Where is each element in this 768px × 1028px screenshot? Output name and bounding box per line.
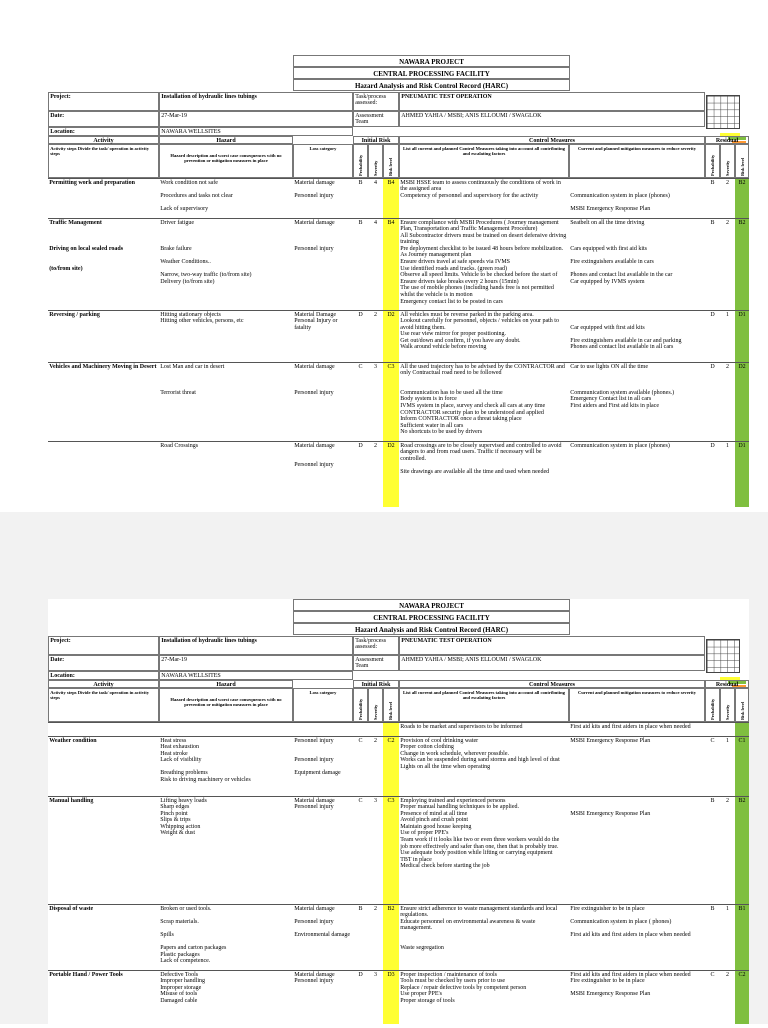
- residual-probability-cell: B: [710, 179, 715, 186]
- severity-cell: 3: [374, 797, 377, 804]
- facility-title: CENTRAL PROCESSING FACILITY: [293, 611, 570, 623]
- residual-severity-cell: 2: [726, 971, 729, 978]
- severity-cell: 2: [374, 311, 377, 318]
- activity-cell: Reversing / parking: [49, 311, 100, 318]
- severity-cell: 4: [374, 219, 377, 226]
- activity-cell: Vehicles and Machinery Moving in Desert: [49, 363, 157, 370]
- mitigation-cell: Fire extinguisher to be in place Communication system in place ( phones) First aid kits and first aiders in place when needed: [570, 905, 691, 938]
- residual-severity-cell: 2: [726, 797, 729, 804]
- hazard-cell: [159, 723, 293, 736]
- loss-category-cell: Material damage Personnel injury: [294, 971, 335, 985]
- initial-risk-header: Initial Risk: [353, 680, 399, 688]
- task-label: Task/process assessed:: [353, 92, 399, 111]
- residual-probability-cell: [705, 723, 720, 736]
- task-label: Task/process assessed:: [353, 636, 399, 655]
- loss-category-cell: Material damage Personnel injury: [294, 179, 335, 199]
- residual-probability-cell: D: [710, 311, 715, 318]
- date-value: 27-Mar-19: [159, 111, 353, 127]
- control-measures-cell: All the used trajectory has to be advised by the CONTRACTOR and only Contractual road need to be followed Communication has to be used all the time Body system is in force IVMS system in place, survey and check all cars at any time CONTRACTOR security plan to be understood and applied Inform CONTRACTOR once a threat taking place Sufficient water in all cars No shortcuts to be used by drivers: [400, 363, 565, 436]
- residual-risk-level-cell: B2: [738, 179, 746, 186]
- residual-severity-cell: 1: [726, 737, 729, 744]
- residual-risk-level-cell: D2: [738, 363, 746, 370]
- control-measures-cell: Roads to be market and supervisors to be informed: [400, 723, 523, 730]
- initial-risk-header: Initial Risk: [353, 136, 399, 144]
- activity-cell: Permitting work and preparation: [49, 179, 135, 186]
- residual-probability-cell: B: [710, 905, 715, 912]
- location-value: NAWARA WELLSITES: [159, 127, 353, 136]
- hazard-cell: Lost Man and car in desert Terrorist threat: [160, 363, 225, 396]
- team-value: AHMED YAHIA / MSBI; ANIS ELLOUMI / SWAGLOK: [399, 655, 705, 671]
- severity-cell: 2: [374, 905, 377, 912]
- loss-category-cell: Material Damage Personal Injury or fatality: [294, 311, 338, 331]
- residual-probability-cell: D: [710, 363, 715, 370]
- team-label: Assessment Team: [353, 111, 399, 127]
- risk-level-cell: B4: [387, 219, 395, 226]
- mitigation-cell: First aid kits and first aiders in place when needed: [570, 723, 691, 730]
- probability-cell: D: [358, 442, 363, 449]
- activity-cell: [48, 723, 159, 736]
- residual-risk-level-cell: B1: [738, 905, 746, 912]
- date-value: 27-Mar-19: [159, 655, 353, 671]
- mitigation-cell: MSBI Emergency Response Plan: [570, 810, 651, 817]
- activity-header: Activity: [48, 136, 159, 144]
- severity-cell: 4: [374, 179, 377, 186]
- loss-category-header: Loss category: [293, 688, 353, 722]
- control-measures-cell: Provision of cool drinking water Proper cotton clothing Change in work schedule, wherever possible. Works can be suspended during sand storms and high level of dust Lights on all the time when operating: [400, 737, 560, 770]
- activity-cell: Weather condition: [49, 737, 97, 744]
- control-desc-header: List all current and planned Control Measures taking into account all contributing and escalating factors: [399, 144, 569, 178]
- mitigation-cell: Car to use lights ON all the time Communication system available (phones.) Emergency Contact list in all cars First aiders and First aid kits in place: [570, 363, 675, 410]
- risk-level-cell: D2: [387, 442, 395, 449]
- harc-sheet-1: [48, 55, 749, 507]
- risk-level-cell: C2: [387, 737, 395, 744]
- record-title: Hazard Analysis and Risk Control Record (HARC): [293, 623, 570, 635]
- probability-cell: [353, 723, 368, 736]
- residual-risk-level-cell: B2: [738, 797, 746, 804]
- hazard-desc-header: Hazard description and worst case consequences with no prevention or mitigation measures in place: [159, 688, 293, 722]
- mitigation-cell: Communication system in place (phones) MSBI Emergency Response Plan: [570, 192, 670, 212]
- mitigation-cell: Communication system in place (phones): [570, 442, 670, 449]
- harc-sheet-2: [48, 599, 749, 1024]
- risk-level-cell: B4: [387, 179, 395, 186]
- residual-severity-cell: [720, 723, 735, 736]
- hazard-cell: Defective Tools Improper handling Improper storage Misuse of tools Damaged cable: [160, 971, 206, 1004]
- residual-risk-level-cell: [735, 723, 749, 736]
- date-label: Date:: [48, 111, 159, 127]
- residual-header: Residual: [705, 680, 749, 688]
- loss-category-cell: Material damage Personnel injury: [294, 442, 335, 469]
- hazard-cell: Lifting heavy loads Sharp edges Pinch point Slips & trips Whipping action Weight & dust: [160, 797, 207, 837]
- risk-level-header: Risk level: [383, 688, 399, 722]
- activity-cell: Disposal of waste: [49, 905, 94, 912]
- loss-category-cell: Material damage Personnel injury Environmental damage: [294, 905, 351, 938]
- residual-risk-level-cell: D1: [738, 442, 746, 449]
- team-value: AHMED YAHIA / MSBI; ANIS ELLOUMI / SWAGLOK: [399, 111, 705, 127]
- control-measures-cell: Ensure strict adherence to waste management standards and local regulations. Educate personnel on environmental awareness & waste management. Waste segregation: [400, 905, 558, 952]
- risk-level-cell: C3: [387, 797, 395, 804]
- activity-cell: Traffic Management Driving on local sealed roads (to/from site): [49, 219, 124, 272]
- loss-category-cell: Material damage Personnel injury: [294, 797, 335, 811]
- residual-severity-cell: 2: [726, 219, 729, 226]
- hazard-cell: Hitting stationary objects Hitting other vehicles, persons, etc: [160, 311, 244, 325]
- control-measures-cell: Road crossings are to be closely supervised and controlled to avoid dangers to and from road users. Traffic if necessary will be controlled. Site drawings are available all the time and used when needed: [400, 442, 562, 475]
- residual-risk-level-cell: B2: [738, 219, 746, 226]
- probability-cell: C: [358, 737, 363, 744]
- loss-category-cell: Material damage Personnel injury: [294, 363, 335, 396]
- location-label: Location:: [48, 127, 159, 136]
- mitigation-cell: MSBI Emergency Response Plan: [570, 737, 651, 744]
- residual-risk-level-cell: C1: [738, 737, 746, 744]
- risk-level-cell: C3: [387, 363, 395, 370]
- residual-severity-header: Severity: [720, 688, 735, 722]
- risk-level-header: Risk level: [383, 144, 399, 178]
- residual-severity-cell: 1: [726, 442, 729, 449]
- mitigation-desc-header: Current and planned mitigation measures to reduce severity: [569, 144, 705, 178]
- residual-severity-cell: 2: [726, 179, 729, 186]
- activity-cell: Manual handling: [49, 797, 94, 804]
- hazard-cell: Driver fatigue Brake failure Weather Conditions.. Narrow, two-way traffic (to/from site) Delivery (to/from site): [160, 219, 252, 285]
- date-label: Date:: [48, 655, 159, 671]
- control-measures-cell: Ensure compliance with MSBI Procedures ( Journey management Plan, Transportation and Traffic Management Procedure) All Subcontractor drivers must be trained on desert defensive driving training Pre deployment checklist to be issued 48 hours before mobilization. As Journey management plan Ensure drivers travel at safe speeds via IVMS Use identified roads and tracks. (green road) Observe all speed limits. Vehicle to be checked before the start of Ensure drivers take breaks every 2 hours (15min) The use of mobile phones (including hands free is not permitted whilst the vehicle is in motion Emergency contact list to be posted in cars: [400, 219, 567, 305]
- task-value: PNEUMATIC TEST OPERATION: [399, 92, 705, 111]
- hazard-cell: Heat stress Heat exhaustion Heat stroke Lack of visibility Breathing problems Risk to driving machinery or vehicles: [160, 737, 251, 784]
- probability-cell: D: [358, 311, 363, 318]
- probability-cell: C: [358, 797, 363, 804]
- residual-probability-cell: D: [710, 442, 715, 449]
- task-value: PNEUMATIC TEST OPERATION: [399, 636, 705, 655]
- residual-probability-cell: C: [710, 737, 715, 744]
- residual-probability-header: Probability: [705, 688, 720, 722]
- residual-severity-cell: 1: [726, 905, 729, 912]
- project-value: Installation of hydraulic lines tubings: [159, 636, 353, 655]
- residual-risk-level-cell: C2: [738, 971, 746, 978]
- project-title: NAWARA PROJECT: [293, 55, 570, 67]
- record-title: Hazard Analysis and Risk Control Record (HARC): [293, 79, 570, 91]
- residual-severity-header: Severity: [720, 144, 735, 178]
- severity-header: Severity: [368, 144, 383, 178]
- residual-severity-cell: 1: [726, 311, 729, 318]
- hazard-header: Hazard: [159, 136, 293, 144]
- residual-risk-level-cell: D1: [738, 311, 746, 318]
- control-measures-cell: Proper inspection / maintenance of tools Tools must be checked by users prior to use Replace / repair defective tools by competent person Use proper PPE's Proper storage of tools: [400, 971, 527, 1004]
- residual-probability-cell: C: [710, 971, 715, 978]
- risk-level-cell: D3: [387, 971, 395, 978]
- loss-category-cell: Personnel injury Personnel injury Equipment damage: [294, 737, 341, 777]
- mitigation-desc-header: Current and planned mitigation measures to reduce severity: [569, 688, 705, 722]
- severity-cell: 3: [374, 363, 377, 370]
- risk-level-cell: B2: [387, 905, 395, 912]
- control-measures-cell: MSBI HSSE team to assess continuously the conditions of work in the assigned area Competency of personnel and supervisory for the activity: [400, 179, 561, 199]
- probability-header: Probability: [353, 688, 368, 722]
- activity-cell: Portable Hand / Power Tools: [49, 971, 123, 978]
- location-label: Location:: [48, 671, 159, 680]
- hazard-cell: Broken or used tools. Scrap materials. Spills Papers and carton packages Plastic packages Lack of competence.: [160, 905, 227, 965]
- residual-risk-level-header: Risk level: [735, 688, 749, 722]
- risk-level-cell: D2: [387, 311, 395, 318]
- control-measures-header: Control Measures: [399, 136, 705, 144]
- document-page-1: [0, 0, 768, 512]
- activity-cell: [48, 442, 159, 481]
- control-measures-header: Control Measures: [399, 680, 705, 688]
- project-value: Installation of hydraulic lines tubings: [159, 92, 353, 111]
- activity-header: Activity: [48, 680, 159, 688]
- loss-category-header: Loss category: [293, 144, 353, 178]
- facility-title: CENTRAL PROCESSING FACILITY: [293, 67, 570, 79]
- residual-probability-cell: B: [710, 219, 715, 226]
- loss-category-cell: Material damage Personnel injury: [294, 219, 335, 252]
- probability-cell: B: [358, 179, 363, 186]
- residual-probability-cell: B: [710, 797, 715, 804]
- project-label: Project:: [48, 636, 159, 655]
- control-desc-header: List all current and planned Control Measures taking into account all contributing and escalating factors: [399, 688, 569, 722]
- severity-cell: [368, 723, 383, 736]
- activity-steps-header: Activity steps Divide the task/ operation in activity steps: [48, 144, 159, 178]
- severity-header: Severity: [368, 688, 383, 722]
- project-label: Project:: [48, 92, 159, 111]
- residual-risk-level-header: Risk level: [735, 144, 749, 178]
- mitigation-cell: First aid kits and first aiders in place when needed Fire extinguisher to be in place MSBI Emergency Response Plan: [570, 971, 691, 998]
- severity-cell: 2: [374, 442, 377, 449]
- hazard-cell: Road Crossings: [160, 442, 199, 449]
- location-value: NAWARA WELLSITES: [159, 671, 353, 680]
- severity-cell: 2: [374, 737, 377, 744]
- severity-cell: 3: [374, 971, 377, 978]
- control-measures-cell: Employing trained and experienced persons Proper manual handling techniques to be applied. Presence of mind at all time Avoid pinch and crush point Maintain good house keeping Use of proper PPE's Team work if it looks like two or even three workers would do the job more effectively and safer than one, then that is probably true. Use adequate body position while lifting or carrying equipment TBT in place Medical check before starting the job: [400, 797, 560, 870]
- activity-steps-header: Activity steps Divide the task/ operation in activity steps: [48, 688, 159, 722]
- loss-category-cell: [293, 723, 353, 736]
- mitigation-cell: Car equipped with first aid kits Fire extinguishers available in car and parking Phones and contact list available in all cars: [570, 324, 682, 351]
- probability-header: Probability: [353, 144, 368, 178]
- residual-severity-cell: 2: [726, 363, 729, 370]
- mitigation-cell: Seatbelt on all the time driving Cars equipped with first aid kits Fire extinguishers available in cars Phones and contact list available in the car Car equipped by IVMS system: [570, 219, 673, 285]
- team-label: Assessment Team: [353, 655, 399, 671]
- probability-cell: C: [358, 363, 363, 370]
- document-page-2: [0, 512, 768, 1024]
- control-measures-cell: All vehicles must be reverse parked in the parking area. Lookout carefully for personnel, objects / vehicles on your path to avoid hitting them. Use rear view mirror for proper positioning. Get out/down and confirm, if you have any doubt. Walk around vehicle before moving: [400, 311, 559, 351]
- hazard-desc-header: Hazard description and worst case consequences with no prevention or mitigation measures in place: [159, 144, 293, 178]
- probability-cell: B: [358, 219, 363, 226]
- hazard-header: Hazard: [159, 680, 293, 688]
- hazard-cell: Work condition not safe Procedures and tasks not clear Lack of supervisory: [160, 179, 233, 212]
- probability-cell: B: [358, 905, 363, 912]
- residual-probability-header: Probability: [705, 144, 720, 178]
- risk-level-cell: [383, 723, 399, 736]
- probability-cell: D: [358, 971, 363, 978]
- project-title: NAWARA PROJECT: [293, 599, 570, 611]
- residual-header: Residual: [705, 136, 749, 144]
